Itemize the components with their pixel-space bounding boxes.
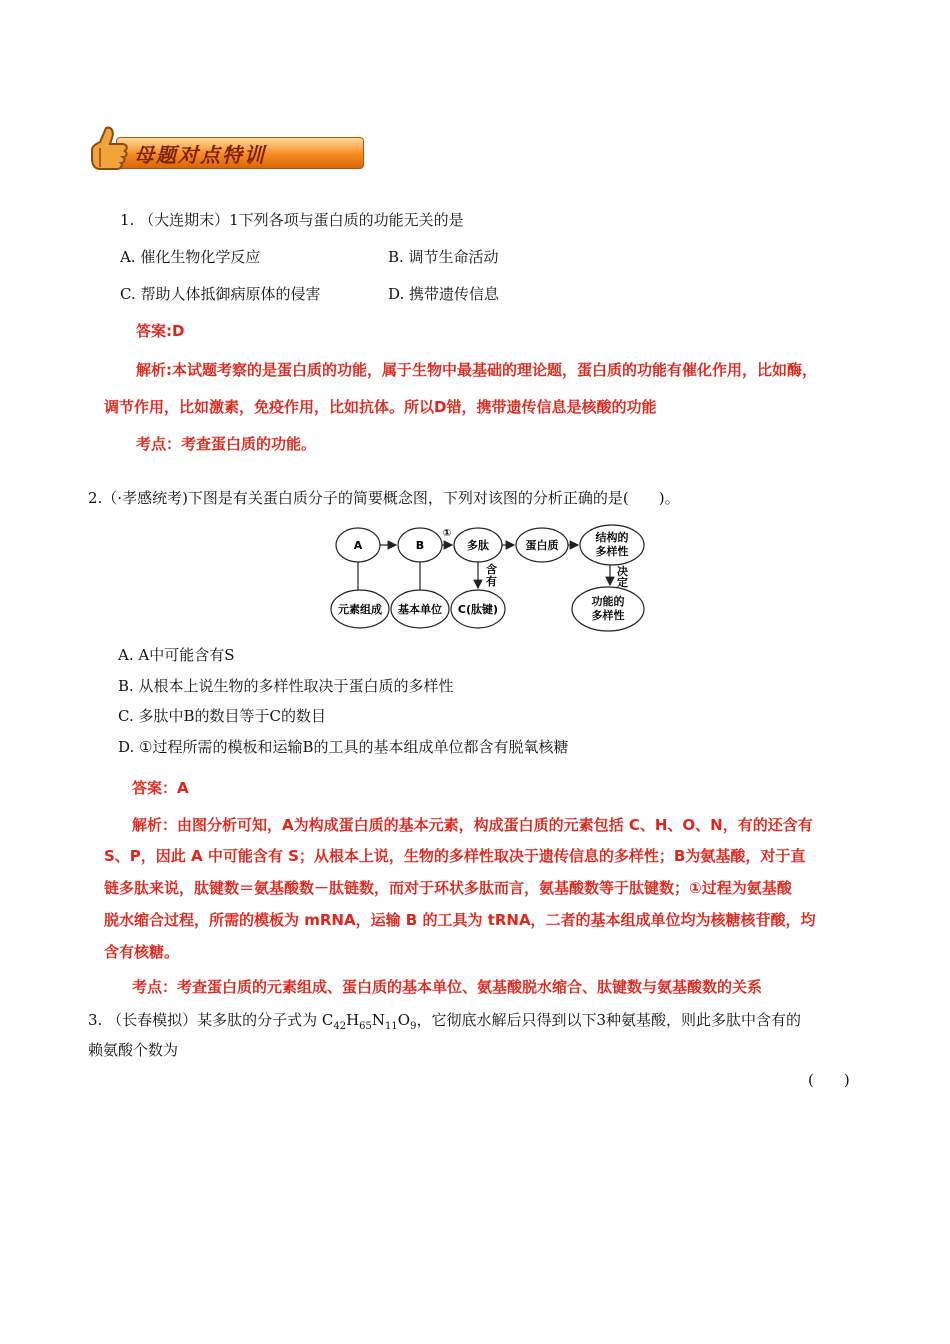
node-elements-label: 元素组成 — [338, 603, 382, 616]
node-a-label: A — [353, 539, 363, 552]
q2-analysis-line1: 解析：由图分析可知，A为构成蛋白质的基本元素，构成蛋白质的元素包括 C、H、O、N，有的还含有 — [132, 816, 813, 834]
q2-analysis-line5: 含有核糖。 — [104, 943, 180, 961]
q2-option-c: C. 多肽中B的数目等于C的数目 — [118, 707, 326, 725]
q1-stem: 1. （大连期末）1下列各项与蛋白质的功能无关的是 — [120, 211, 464, 229]
node-b-label: B — [415, 539, 425, 552]
step-label: ① — [442, 528, 452, 539]
arrow-decides-label-1: 决 — [617, 565, 628, 578]
q3-formula-n: 11 — [385, 1021, 398, 1032]
q3-formula-h: 65 — [359, 1021, 372, 1032]
q2-stem: 2.（·孝感统考)下图是有关蛋白质分子的简要概念图，下列对该图的分析正确的是( )。 — [88, 489, 680, 507]
q3-answer-blank: ( ) — [808, 1071, 850, 1089]
q3-formula-h-symbol: H — [346, 1011, 360, 1029]
q1-option-b: B. 调节生命活动 — [388, 248, 499, 266]
protein-concept-diagram — [330, 520, 652, 632]
q1-answer: 答案:D — [136, 322, 185, 340]
node-structure-label-2: 多样性 — [595, 545, 629, 558]
q1-analysis-line2: 调节作用，比如激素，免疫作用，比如抗体。所以D错，携带遗传信息是核酸的功能 — [104, 398, 657, 416]
node-protein-label: 蛋白质 — [525, 539, 559, 552]
q2-option-b: B. 从根本上说生物的多样性取决于蛋白质的多样性 — [118, 677, 454, 695]
q1-option-c: C. 帮助人体抵御病原体的侵害 — [120, 285, 321, 303]
q2-point: 考点：考查蛋白质的元素组成、蛋白质的基本单位、氨基酸脱水缩合、肽键数与氨基酸数的关系 — [132, 978, 763, 996]
q3-stem-suffix: ，它彻底水解后只得到以下3种氨基酸，则此多肽中含有的 — [416, 1011, 801, 1029]
q3-stem-line2: 赖氨酸个数为 — [88, 1041, 179, 1059]
q3-formula-n-symbol: N — [371, 1011, 386, 1029]
q2-analysis-line4: 脱水缩合过程，所需的模板为 mRNA，运输 B 的工具为 tRNA，二者的基本组成单位均为核糖核苷酸，均 — [104, 911, 816, 929]
arrow-decides-label-2: 定 — [617, 576, 628, 589]
q1-option-d: D. 携带遗传信息 — [388, 285, 500, 303]
arrow-contains-label-1: 含 — [486, 563, 497, 576]
node-c-label: C(肽键) — [457, 603, 499, 616]
q2-option-d: D. ①过程所需的模板和运输B的工具的基本组成单位都含有脱氧核糖 — [118, 738, 569, 756]
section-banner — [88, 124, 362, 174]
node-unit-label: 基本单位 — [398, 603, 442, 616]
node-function-label-1: 功能的 — [591, 595, 625, 608]
node-function-label-2: 多样性 — [591, 609, 625, 622]
q3-stem — [88, 1010, 801, 1037]
q2-option-a: A. A中可能含有S — [118, 646, 235, 664]
q3-formula-o: 9 — [410, 1021, 417, 1032]
q2-answer: 答案：A — [132, 779, 189, 797]
q1-point: 考点：考查蛋白质的功能。 — [136, 435, 317, 453]
thumbs-up-icon — [88, 124, 138, 176]
q1-analysis-line1: 解析:本试题考察的是蛋白质的功能，属于生物中最基础的理论题，蛋白质的功能有催化作用，比如酶， — [136, 361, 818, 379]
node-structure-label-1: 结构的 — [595, 531, 629, 544]
q1-option-a: A. 催化生物化学反应 — [120, 248, 261, 266]
arrow-contains-label-2: 有 — [486, 575, 497, 588]
q3-formula-o-symbol: O — [397, 1011, 411, 1029]
node-polypeptide-label: 多肽 — [467, 539, 489, 552]
q3-stem-prefix: 3. （长春模拟）某多肽的分子式为 C — [88, 1011, 334, 1029]
q2-analysis-line2: S、P，因此 A 中可能含有 S；从根本上说，生物的多样性取决于遗传信息的多样性；B为氨基酸，对于直 — [104, 847, 806, 865]
q2-analysis-line3: 链多肽来说，肽键数＝氨基酸数－肽链数，而对于环状多肽而言，氨基酸数等于肽键数；①过程为氨基酸 — [104, 879, 792, 897]
banner-title: 母题对点特训 — [134, 143, 266, 167]
q3-formula-c: 42 — [333, 1021, 347, 1032]
